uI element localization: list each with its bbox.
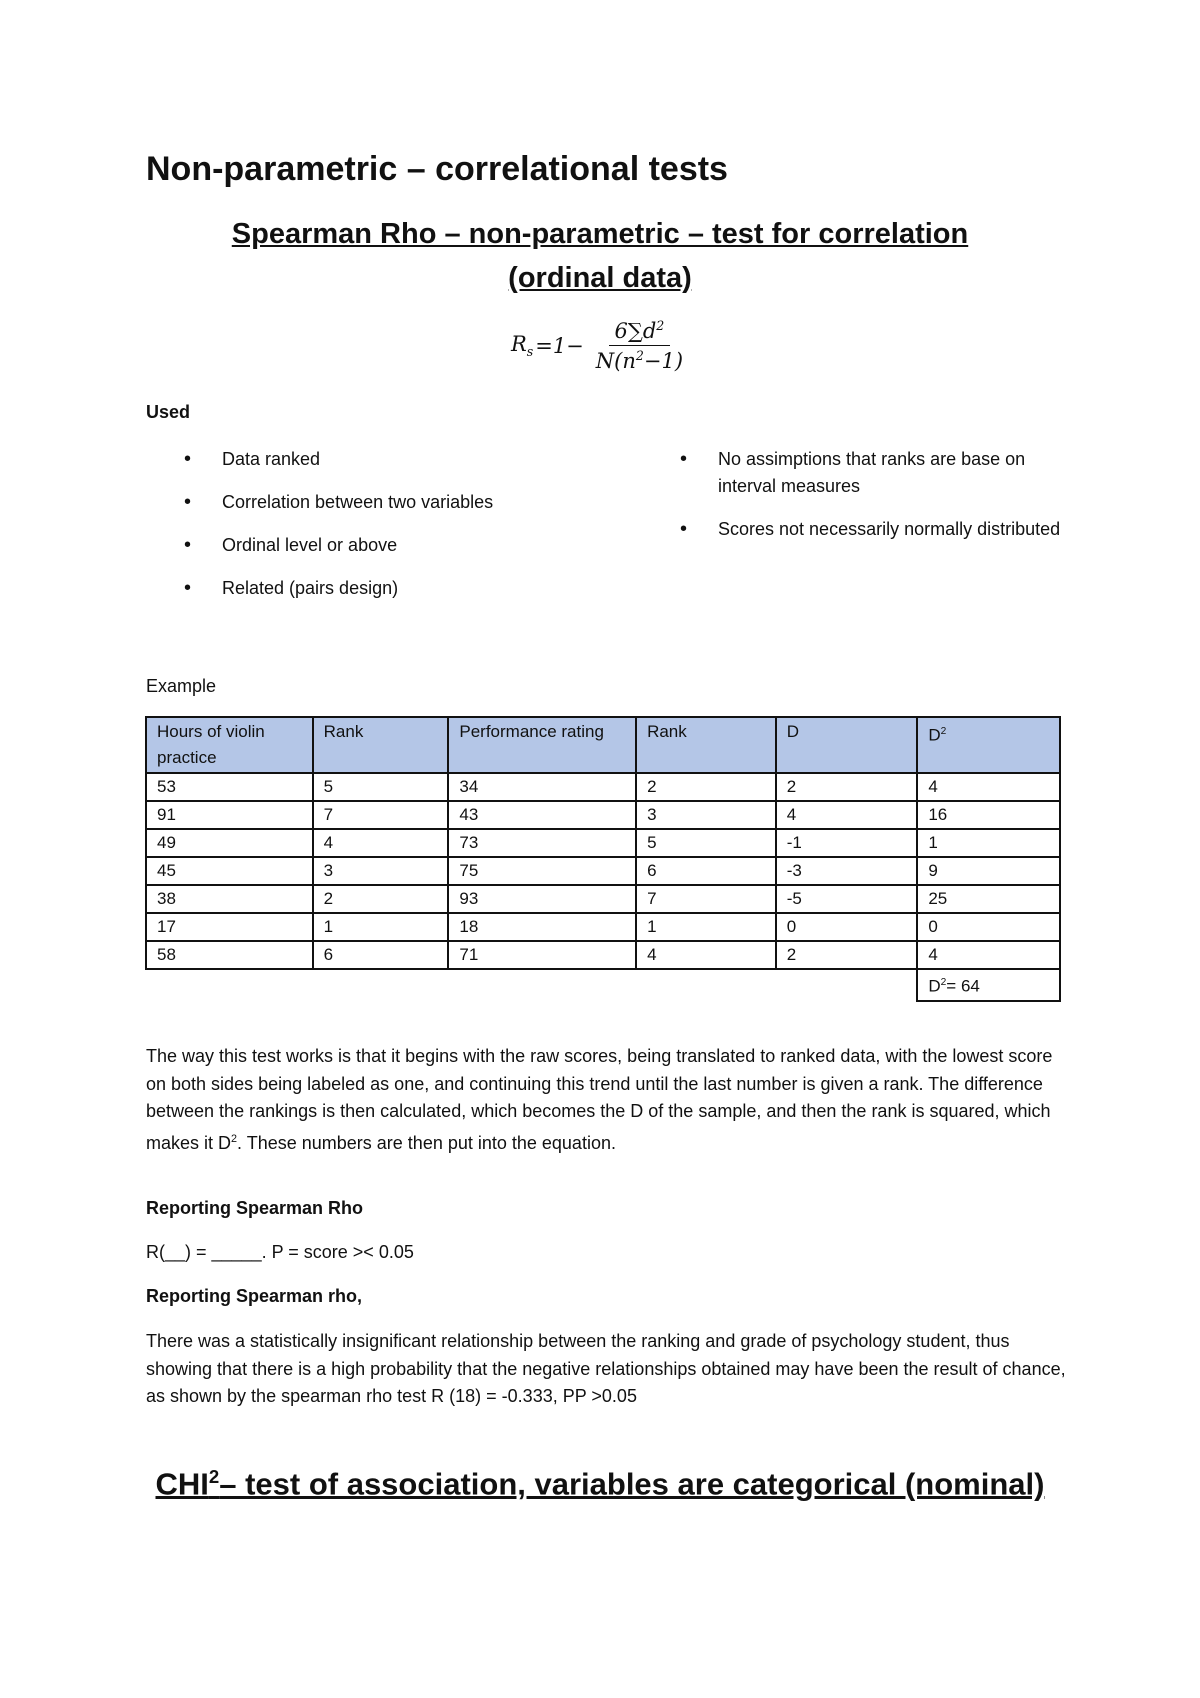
table-cell: 0: [776, 913, 918, 941]
formula-denominator: $N(n^2-1)$: [595, 348, 684, 373]
table-cell: 3: [636, 801, 776, 829]
table-cell: 6: [636, 857, 776, 885]
table-row: [146, 885, 1060, 913]
table-cell: 53: [146, 773, 313, 801]
table-cell: 16: [917, 801, 1060, 829]
header-rank-1: Rank: [313, 717, 449, 773]
header-d: D: [776, 717, 918, 773]
table-cell: 9: [917, 857, 1060, 885]
table-cell: 7: [636, 885, 776, 913]
table-cell: 5: [636, 829, 776, 857]
table-cell: 2: [313, 885, 449, 913]
d-squared-total: $D^2= 64$: [917, 969, 1060, 1001]
table-cell: 5: [313, 773, 449, 801]
table-cell: 49: [146, 829, 313, 857]
table-total-row: [146, 969, 1060, 1001]
table-row: [146, 829, 1060, 857]
formula-lhs: $R_s$: [510, 331, 534, 360]
table-cell: 4: [636, 941, 776, 969]
table-cell: 38: [146, 885, 313, 913]
reporting-heading-2: Reporting Spearman rho,: [146, 1286, 363, 1306]
reporting-template: R(__) = _____. P = score >< 0.05: [146, 1242, 414, 1262]
table-cell: 43: [448, 801, 636, 829]
table-cell: 4: [313, 829, 449, 857]
table-cell: 2: [636, 773, 776, 801]
table-cell: 3: [313, 857, 449, 885]
table-empty-cell: [636, 969, 776, 1001]
table-cell: 4: [917, 773, 1060, 801]
section-heading-spearman-line2: (ordinal data): [508, 262, 692, 294]
table-cell: 1: [917, 829, 1060, 857]
table-cell: -3: [776, 857, 918, 885]
table-empty-cell: [146, 969, 313, 1001]
list-item: • Correlation between two variables: [184, 489, 614, 516]
table-cell: 91: [146, 801, 313, 829]
table-cell: 73: [448, 829, 636, 857]
table-cell: 17: [146, 913, 313, 941]
used-label: Used: [146, 402, 191, 422]
list-item: • No assimptions that ranks are base on interval measures: [680, 446, 1080, 500]
header-rank-2: Rank: [636, 717, 776, 773]
reporting-example: There was a statistically insignificant relationship between the ranking and grade of psychology student, thus showing that there is a high probability that the negative relationships obtained may have been the result of chance, as shown by the spearman rho test R (18) = -0.333, PP >0.05: [146, 1331, 1066, 1406]
table-cell: -1: [776, 829, 918, 857]
table-empty-cell: [448, 969, 636, 1001]
table-cell: -5: [776, 885, 918, 913]
list-item: • Scores not necessarily normally distributed: [680, 516, 1080, 543]
table-row: [146, 913, 1060, 941]
table-cell: 71: [448, 941, 636, 969]
table-header-row: [146, 717, 1060, 773]
table-row: [146, 941, 1060, 969]
table-cell: 4: [917, 941, 1060, 969]
table-empty-cell: [313, 969, 449, 1001]
table-cell: 93: [448, 885, 636, 913]
example-label: Example: [146, 676, 217, 696]
formula-numerator: $6\sum d^2$: [609, 318, 671, 346]
used-list-left: [184, 446, 614, 618]
chi-heading: CHI$^2$– test of association, variables are categorical (nominal): [155, 1466, 1045, 1502]
formula-equals: =1−: [535, 333, 584, 358]
spearman-formula: [0, 318, 1200, 373]
reporting-heading-1: Reporting Spearman Rho: [146, 1198, 364, 1218]
list-item: • Data ranked: [184, 446, 614, 473]
table-cell: 34: [448, 773, 636, 801]
table-cell: 6: [313, 941, 449, 969]
header-d-squared: $D^2$: [917, 717, 1060, 773]
formula-fraction: [590, 318, 689, 373]
header-performance: Performance rating: [448, 717, 636, 773]
table-cell: 2: [776, 941, 918, 969]
page-title: Non-parametric – correlational tests: [146, 150, 728, 188]
table-cell: 1: [313, 913, 449, 941]
table-cell: 2: [776, 773, 918, 801]
section-heading-spearman: Spearman Rho – non-parametric – test for correlation: [231, 218, 969, 250]
table-cell: 25: [917, 885, 1060, 913]
list-item: • Related (pairs design): [184, 575, 614, 602]
list-item: • Ordinal level or above: [184, 532, 614, 559]
spearman-example-table: [145, 716, 1061, 1002]
explanation-paragraph: The way this test works is that it begins with the raw scores, being translated to ranked data, with the lowest score on both sides being labeled as one, and continuing this trend until the last number is given a rank. The difference between the rankings is then calculated, which becomes the D of the sample, and then the rank is squared, which makes it $D^2$. These numbers are then put into the equation.: [146, 1046, 1053, 1153]
used-list-right: [680, 446, 1080, 559]
table-row: [146, 773, 1060, 801]
table-cell: 18: [448, 913, 636, 941]
header-hours: Hours of violin practice: [146, 717, 313, 773]
table-cell: 1: [636, 913, 776, 941]
table-cell: 45: [146, 857, 313, 885]
table-row: [146, 857, 1060, 885]
table-cell: 0: [917, 913, 1060, 941]
table-cell: 4: [776, 801, 918, 829]
table-empty-cell: [776, 969, 918, 1001]
table-cell: 58: [146, 941, 313, 969]
table-row: [146, 801, 1060, 829]
table-cell: 7: [313, 801, 449, 829]
table-cell: 75: [448, 857, 636, 885]
